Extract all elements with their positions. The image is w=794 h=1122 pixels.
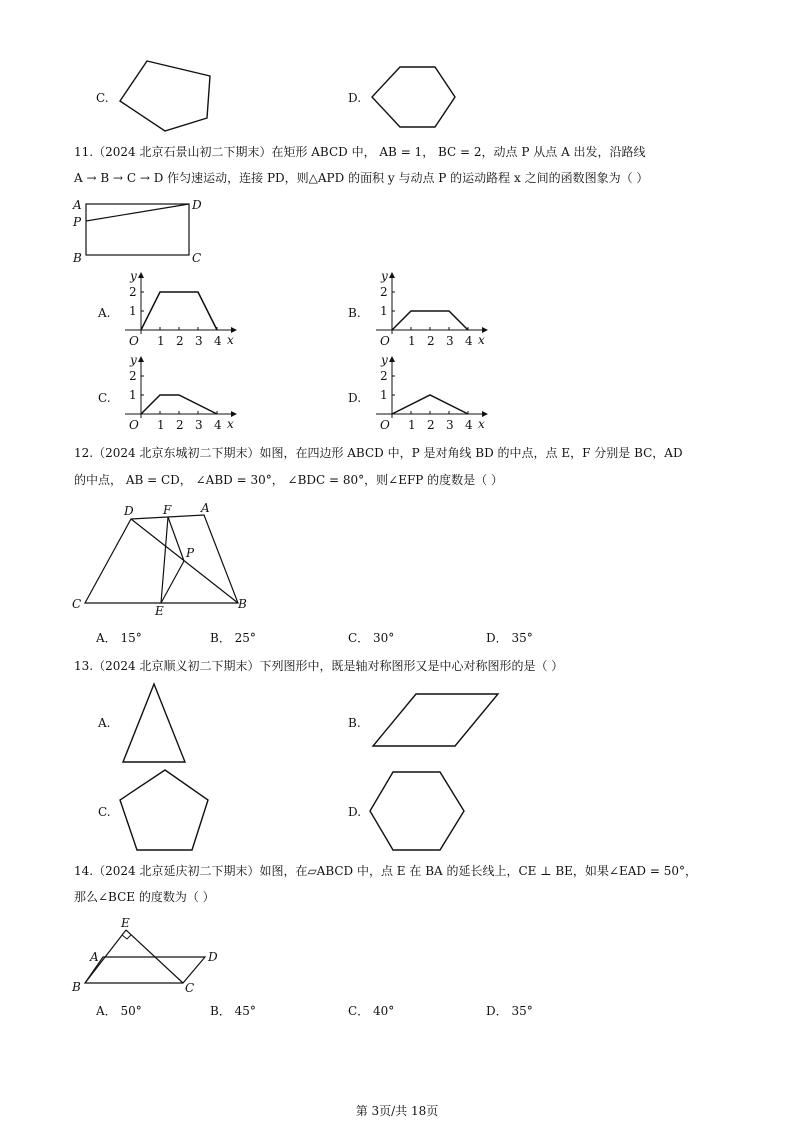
q11-c-origin-label: O [129, 418, 139, 432]
q14-label-a: A [90, 950, 99, 964]
q11-d-y-tick-label: 1 [380, 388, 388, 402]
q10-option-d-label: D. [348, 91, 362, 105]
q14-option-a-value: 50° [120, 1004, 142, 1018]
q14-option-d-letter: D． [486, 1004, 508, 1018]
q11-label-a: A [73, 198, 82, 212]
q11-b-y-tick-label: 2 [380, 285, 388, 299]
q14-option-a [96, 1003, 142, 1019]
q11-c-y-tick-label: 1 [129, 388, 137, 402]
q12-label-p: P [186, 546, 195, 560]
q12-option-c-letter: C． [348, 631, 370, 645]
q11-b-x-tick-label: 4 [465, 334, 473, 348]
q11-stem-line2: A → B → C → D 作匀速运动，连接 PD，则△APD 的面积 y 与动点 P 的运动路程 x 之间的函数图象为（ ） [74, 171, 649, 185]
q14-stem-line1: 14.（2024 北京延庆初二下期末）如图，在▱ABCD 中，点 E 在 BA 的延长线上，CE ⊥ BE，如果∠EAD = 50°， [74, 864, 697, 878]
q14-option-b-letter: B． [210, 1004, 231, 1018]
q12-label-d: D [124, 504, 134, 518]
q12-stem-line2: 的中点， AB = CD， ∠ABD = 30°， ∠BDC = 80°，则∠EFP 的度数是（ ） [74, 473, 504, 487]
q14-option-d [486, 1003, 533, 1019]
q11-c-x-tick-label: 4 [214, 418, 222, 432]
q11-b-origin-label: O [380, 334, 390, 348]
q11-option-d-label: D. [348, 391, 362, 405]
q14-label-d: D [208, 950, 218, 964]
q11-c-x-tick-label: 2 [176, 418, 184, 432]
q11-label-p: P [73, 215, 82, 229]
q14-option-d-value: 35° [511, 1004, 533, 1018]
q12-option-a-value: 15° [120, 631, 142, 645]
q12-label-e: E [155, 604, 164, 618]
q11-stem-line1: 11.（2024 北京石景山初二下期末）在矩形 ABCD 中， AB = 1， BC = 2，动点 P 从点 A 出发，沿路线 [74, 145, 646, 159]
q10-option-c-label: C. [96, 91, 109, 105]
q11-a-y-tick-label: 2 [129, 285, 137, 299]
q11-a-y-tick-label: 1 [129, 304, 137, 318]
q11-c-y-label: y [130, 353, 137, 367]
q12-label-f: F [163, 503, 172, 517]
q11-b-x-tick-label: 1 [408, 334, 416, 348]
q12-option-b-value: 25° [234, 631, 256, 645]
q11-a-x-tick-label: 3 [195, 334, 203, 348]
q11-a-origin-label: O [129, 334, 139, 348]
q12-label-b: B [238, 597, 247, 611]
q11-d-x-tick-label: 3 [446, 418, 454, 432]
page-footer: 第 3页/共 18页 [355, 1104, 439, 1118]
q11-d-x-tick-label: 1 [408, 418, 416, 432]
q13-option-d-label: D. [348, 805, 362, 819]
q11-c-x-tick-label: 1 [157, 418, 165, 432]
q11-a-x-tick-label: 4 [214, 334, 222, 348]
q11-c-x-tick-label: 3 [195, 418, 203, 432]
q11-d-x-label: x [478, 417, 485, 431]
q14-label-b: B [72, 980, 81, 994]
q11-b-x-tick-label: 3 [446, 334, 454, 348]
q12-label-a: A [201, 501, 210, 515]
q11-c-y-tick-label: 2 [129, 369, 137, 383]
q11-a-x-tick-label: 1 [157, 334, 165, 348]
q14-option-a-letter: A． [96, 1004, 117, 1018]
q13-option-a-label: A. [98, 716, 111, 730]
q12-stem-line1: 12.（2024 北京东城初二下期末）如图，在四边形 ABCD 中，P 是对角线 BD 的中点，点 E，F 分别是 BC，AD [74, 446, 683, 460]
q11-option-b-label: B. [348, 306, 361, 320]
q11-c-x-label: x [227, 417, 234, 431]
q11-a-y-label: y [130, 269, 137, 283]
q11-option-c-label: C. [98, 391, 111, 405]
q11-b-x-label: x [478, 333, 485, 347]
q14-option-b-value: 45° [234, 1004, 256, 1018]
q11-label-b: B [73, 251, 82, 265]
q12-label-c: C [72, 597, 82, 611]
q11-a-x-label: x [227, 333, 234, 347]
q13-option-b-label: B. [348, 716, 361, 730]
q11-label-d: D [192, 198, 202, 212]
q11-a-x-tick-label: 2 [176, 334, 184, 348]
q14-label-c: C [185, 981, 195, 995]
q11-b-y-label: y [381, 269, 388, 283]
q11-d-y-tick-label: 2 [380, 369, 388, 383]
q12-option-b-letter: B． [210, 631, 231, 645]
q14-stem-line2: 那么∠BCE 的度数为（ ） [74, 890, 215, 904]
q11-d-y-label: y [381, 353, 388, 367]
q13-option-c-label: C. [98, 805, 111, 819]
q11-option-a-label: A. [98, 306, 111, 320]
q14-option-b [210, 1003, 256, 1019]
q12-option-d-letter: D． [486, 631, 508, 645]
q12-option-a-letter: A． [96, 631, 117, 645]
q11-d-x-tick-label: 4 [465, 418, 473, 432]
q11-label-c: C [192, 251, 202, 265]
q11-d-origin-label: O [380, 418, 390, 432]
q14-label-e: E [121, 916, 130, 930]
q11-b-y-tick-label: 1 [380, 304, 388, 318]
q14-option-c-letter: C． [348, 1004, 370, 1018]
q13-stem-line1: 13.（2024 北京顺义初二下期末）下列图形中，既是轴对称图形又是中心对称图形的是（ ） [74, 659, 564, 673]
q12-option-c-value: 30° [373, 631, 395, 645]
q12-option-d-value: 35° [511, 631, 533, 645]
q11-d-x-tick-label: 2 [427, 418, 435, 432]
q14-option-c [348, 1003, 394, 1019]
q14-option-c-value: 40° [373, 1004, 395, 1018]
q11-b-x-tick-label: 2 [427, 334, 435, 348]
